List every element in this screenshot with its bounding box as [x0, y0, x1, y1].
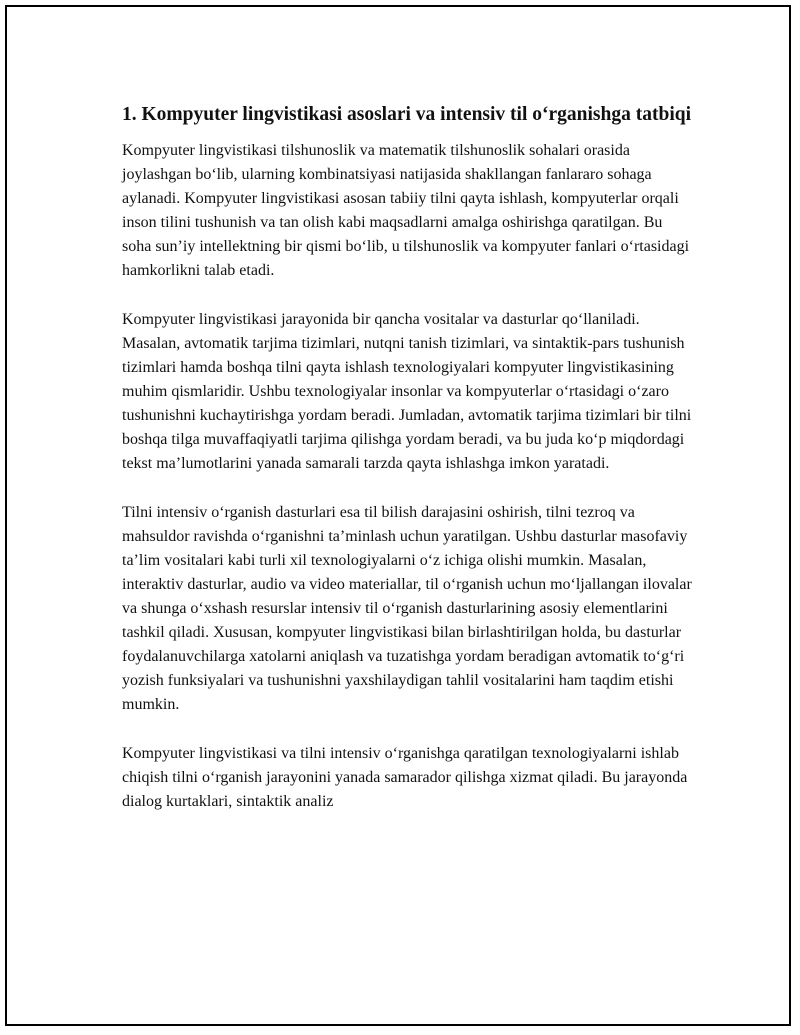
paragraph-1: Kompyuter lingvistikasi tilshunoslik va matematik tilshunoslik sohalari orasida joylashgan bo‘lib, ularning kombinatsiyasi natijasida shakllangan fanlararo sohaga aylanadi. Kompyuter lingvistikasi asosan tabiiy tilni qayta ishlash, kompyuterlar orqali inson tilini tushunish va tan olish kabi maqsadlarni amalga oshirishga qaratilgan. Bu soha sun’iy intellektning bir qismi bo‘lib, u tilshunoslik va kompyuter fanlari o‘rtasidagi hamkorlikni talab etadi.	[122, 142, 690, 279]
page-frame	[5, 5, 791, 1026]
paragraph-4: Kompyuter lingvistikasi va tilni intensiv o‘rganishga qaratilgan texnologiyalarni ishlab chiqish tilni o‘rganish jarayonini yanada samarador qilishga xizmat qiladi. Bu jarayonda dialog kurtaklari, sintaktik analiz	[122, 745, 688, 810]
paragraph-3: Tilni intensiv o‘rganish dasturlari esa til bilish darajasini oshirish, tilni tezroq va mahsuldor ravishda o‘rganishni ta’minlash uchun yaratilgan. Ushbu dasturlar masofaviy ta’lim vositalari kabi turli xil texnologiyalarni o‘z ichiga olishi mumkin. Masalan, interaktiv dasturlar, audio va video materiallar, til o‘rganish uchun mo‘ljallangan ilovalar va shunga o‘xshash resurslar intensiv til o‘rganish dasturlarining asosiy elementlarini tashkil qiladi. Xususan, kompyuter lingvistikasi bilan birlashtirilgan holda, bu dasturlar foydalanuvchilarga xatolarni aniqlash va tuzatishga yordam beradigan avtomatik to‘g‘ri yozish funksiyalari va tushunishni yaxshilaydigan tahlil vositalarini ham taqdim etishi mumkin.	[122, 504, 692, 713]
paragraph-2: Kompyuter lingvistikasi jarayonida bir qancha vositalar va dasturlar qo‘llaniladi. Masalan, avtomatik tarjima tizimlari, nutqni tanish tizimlari, va sintaktik-pars tushunish tizimlari hamda boshqa tilni qayta ishlash texnologiyalari kompyuter lingvistikasining muhim qismlaridir. Ushbu texnologiyalar insonlar va kompyuterlar o‘rtasidagi o‘zaro tushunishni kuchaytirishga yordam beradi. Jumladan, avtomatik tarjima tizimlari bir tilni boshqa tilga muvaffaqiyatli tarjima qilishga yordam beradi, va bu juda ko‘p miqdordagi tekst ma’lumotlarini yanada samarali tarzda qayta ishlashga imkon yaratadi.	[122, 311, 692, 472]
section-title: 1. Kompyuter lingvistikasi asoslari va intensiv til o‘rganishga tatbiqi	[122, 104, 691, 125]
document-body	[122, 100, 692, 839]
